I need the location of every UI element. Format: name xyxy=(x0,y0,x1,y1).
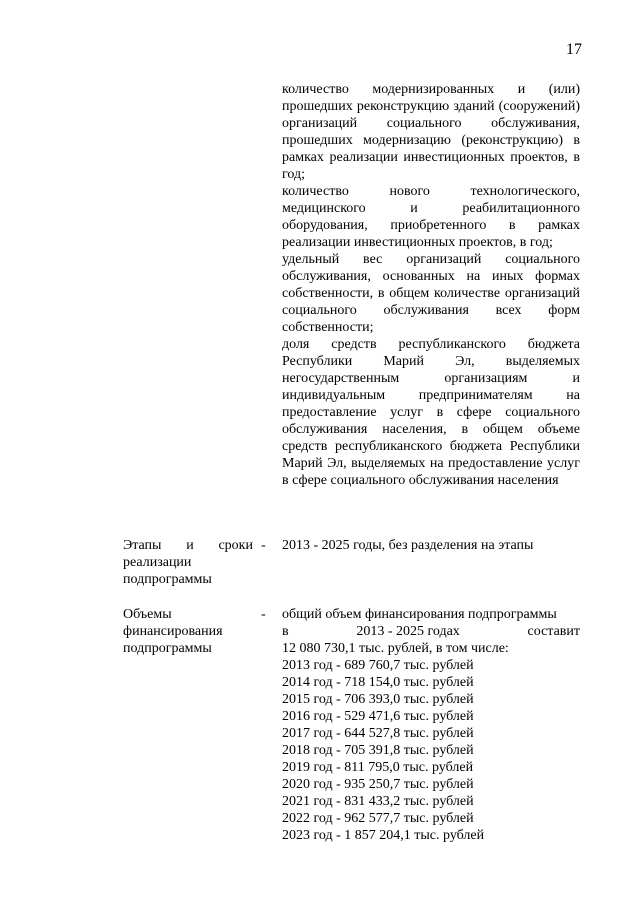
funding-year-line: 2016 год - 529 471,6 тыс. рублей xyxy=(282,709,474,724)
funding-dash: - xyxy=(261,607,266,622)
funding-label xyxy=(123,606,253,657)
stages-label-word: Этапы xyxy=(123,538,162,553)
funding-intro-line: 12 080 730,1 тыс. рублей, в том числе: xyxy=(282,641,509,656)
stages-dash: - xyxy=(261,538,266,553)
stages-label-word: сроки xyxy=(218,538,253,553)
funding-intro-line xyxy=(282,623,580,640)
funding-year-line: 2023 год - 1 857 204,1 тыс. рублей xyxy=(282,828,485,843)
indicator-item: доля средств республиканского бюджета Республики Марий Эл, выделяемых негосударственным организациям и индивидуальным предпринимателям на предоставление услуг в сфере социального обслуживания населения, в общем объеме средств республиканского бюджета Республики Марий Эл, выделяемых на предоставление услуг в сфере социального обслуживания населения xyxy=(282,337,580,488)
funding-label-line: финансирования xyxy=(123,624,223,639)
stages-label-line xyxy=(123,537,253,554)
funding-year-line: 2021 год - 831 433,2 тыс. рублей xyxy=(282,794,474,809)
funding-year-line: 2022 год - 962 577,7 тыс. рублей xyxy=(282,811,474,826)
funding-year-line: 2013 год - 689 760,7 тыс. рублей xyxy=(282,658,474,673)
funding-year-line: 2020 год - 935 250,7 тыс. рублей xyxy=(282,777,474,792)
funding-intro-line: общий объем финансирования подпрограммы xyxy=(282,607,557,622)
funding-year-line: 2017 год - 644 527,8 тыс. рублей xyxy=(282,726,474,741)
indicator-item: удельный вес организаций социального обслуживания, основанных на иных формах собственности, в общем количестве организаций социального обслуживания всех форм собственности; xyxy=(282,252,580,335)
funding-year-line: 2014 год - 718 154,0 тыс. рублей xyxy=(282,675,474,690)
page-number: 17 xyxy=(566,41,582,58)
funding-label-line: Объемы xyxy=(123,607,172,622)
indicator-item: количество нового технологического, медицинского и реабилитационного оборудования, приобретенного в рамках реализации инвестиционных проектов, в год; xyxy=(282,184,580,250)
funding-year-line: 2019 год - 811 795,0 тыс. рублей xyxy=(282,760,474,775)
stages-label-word: и xyxy=(186,538,194,553)
funding-intro-word: составит xyxy=(527,624,580,639)
stages-label-line: подпрограммы xyxy=(123,572,212,587)
stages-label xyxy=(123,537,253,588)
funding-value xyxy=(282,606,580,844)
funding-label-line: подпрограммы xyxy=(123,641,212,656)
stages-label-line: реализации xyxy=(123,555,192,570)
indicators-list xyxy=(282,81,580,489)
funding-year-line: 2015 год - 706 393,0 тыс. рублей xyxy=(282,692,474,707)
indicator-item: количество модернизированных и (или) прошедших реконструкцию зданий (сооружений) организаций социального обслуживания, прошедших модернизацию (реконструкцию) в рамках реализации инвестиционных проектов, в год; xyxy=(282,82,580,182)
funding-intro-word: 2013 - 2025 годах xyxy=(356,624,460,639)
funding-year-line: 2018 год - 705 391,8 тыс. рублей xyxy=(282,743,474,758)
stages-value: 2013 - 2025 годы, без разделения на этапы xyxy=(282,538,534,553)
funding-intro-word: в xyxy=(282,624,289,639)
